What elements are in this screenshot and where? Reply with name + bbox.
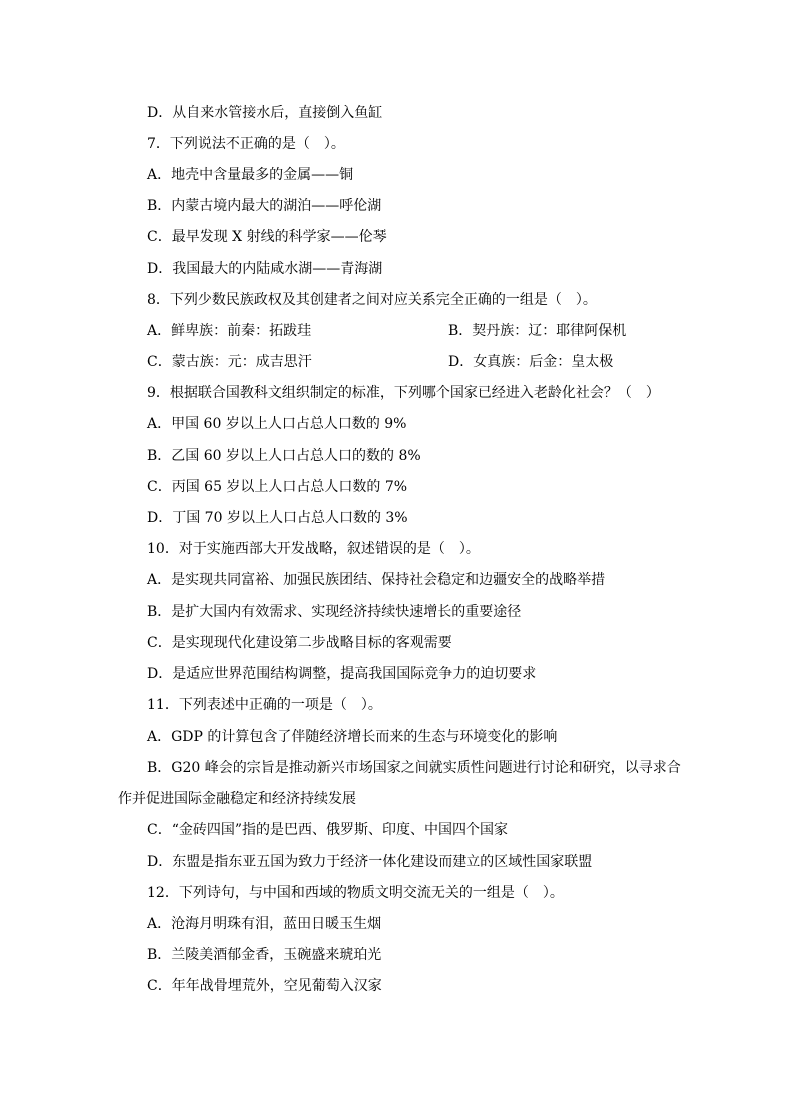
question-8: 8．下列少数民族政权及其创建者之间对应关系完全正确的一组是（ ）。: [147, 292, 597, 308]
option-q7-b: B．内蒙古境内最大的湖泊——呼伦湖: [147, 198, 382, 214]
option-q10-c: C．是实现现代化建设第二步战略目标的客观需要: [147, 635, 452, 651]
option-q9-b: B．乙国 60 岁以上人口占总人口的数的 8%: [147, 448, 421, 464]
option-q11-c: C．“金砖四国”指的是巴西、俄罗斯、印度、中国四个国家: [147, 822, 509, 838]
option-q9-c: C．丙国 65 岁以上人口占总人口数的 7%: [147, 479, 408, 495]
option-q7-a: A．地壳中含量最多的金属——铜: [147, 167, 354, 183]
option-q6-d: D．从自来水管接水后，直接倒入鱼缸: [147, 105, 383, 121]
option-q12-c: C．年年战骨埋荒外，空见葡萄入汉家: [147, 978, 382, 994]
option-q8-a: A．鲜卑族：前秦：拓跋珪: [147, 323, 312, 339]
option-q8-b: B．契丹族：辽：耶律阿保机: [448, 323, 627, 339]
option-q11-d: D．东盟是指东亚五国为致力于经济一体化建设而建立的区域性国家联盟: [147, 854, 593, 870]
option-q8-d: D．女真族：后金：皇太极: [448, 354, 614, 370]
option-q12-b: B．兰陵美酒郁金香，玉碗盛来琥珀光: [147, 947, 382, 963]
option-q10-a: A．是实现共同富裕、加强民族团结、保持社会稳定和边疆安全的战略举措: [147, 572, 606, 588]
question-9: 9．根据联合国教科文组织制定的标准，下列哪个国家已经进入老龄化社会？（ ）: [147, 385, 660, 401]
question-7: 7．下列说法不正确的是（ ）。: [147, 136, 345, 152]
option-q7-c: C．最早发现 X 射线的科学家——伦琴: [147, 229, 387, 245]
option-q11-b-continued: 作并促进国际金融稳定和经济持续发展: [118, 791, 356, 807]
option-q10-d: D．是适应世界范围结构调整，提高我国国际竞争力的迫切要求: [147, 666, 537, 682]
option-q8-c: C．蒙古族：元：成吉思汗: [147, 354, 312, 370]
option-q9-a: A．甲国 60 岁以上人口占总人口数的 9%: [147, 416, 407, 432]
option-q9-d: D．丁国 70 岁以上人口占总人口数的 3%: [147, 510, 408, 526]
question-12: 12．下列诗句，与中国和西域的物质文明交流无关的一组是（ ）。: [147, 885, 564, 901]
option-q7-d: D．我国最大的内陆咸水湖——青海湖: [147, 261, 383, 277]
option-q12-a: A．沧海月明珠有泪，蓝田日暖玉生烟: [147, 916, 382, 932]
question-11: 11．下列表述中正确的一项是（ ）。: [147, 697, 382, 713]
option-q11-b: B．G20 峰会的宗旨是推动新兴市场国家之间就实质性问题进行讨论和研究，以寻求合: [147, 760, 681, 776]
option-q10-b: B．是扩大国内有效需求、实现经济持续快速增长的重要途径: [147, 604, 522, 620]
option-q11-a: A．GDP 的计算包含了伴随经济增长而来的生态与环境变化的影响: [147, 729, 558, 745]
question-10: 10．对于实施西部大开发战略，叙述错误的是（ ）。: [147, 541, 480, 557]
